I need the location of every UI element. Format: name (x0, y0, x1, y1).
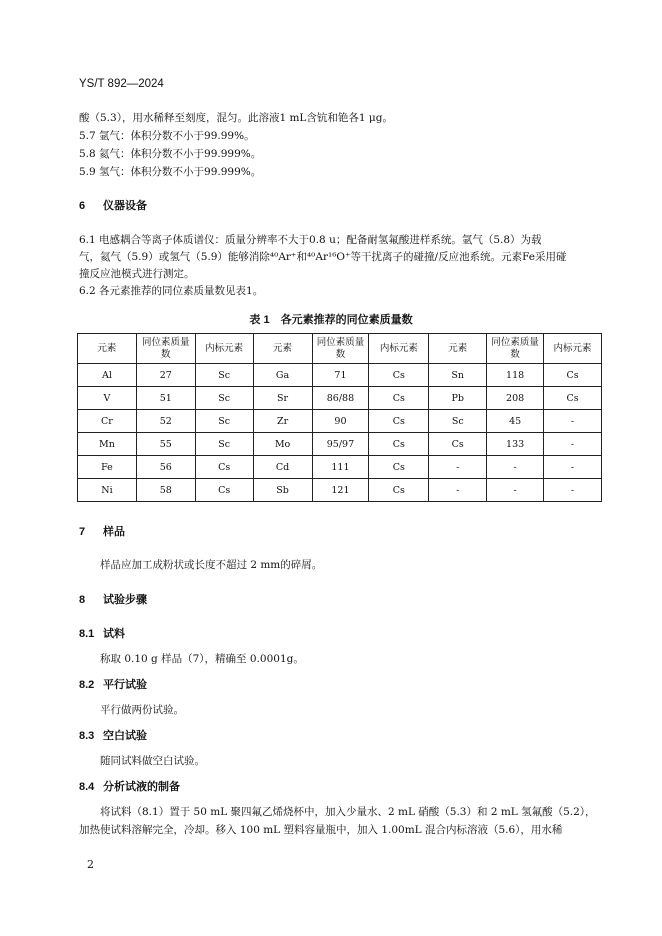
table-header-cell: 元素 (429, 334, 487, 364)
table-row (78, 387, 602, 410)
para-6-1-line3: 撞反应池模式进行测定。 (79, 268, 195, 280)
table-cell: Cs (369, 479, 429, 502)
item-5-8: 5.8 氦气：体积分数不小于99.999%。 (79, 148, 262, 160)
table-cell: 208 (487, 387, 544, 410)
section8-3-body: 随同试料做空白试验。 (100, 755, 205, 767)
table-cell: - (544, 479, 602, 502)
table-row (78, 433, 602, 456)
table-cell: Cs (369, 410, 429, 433)
item-5-9: 5.9 氢气：体积分数不小于99.999%。 (79, 166, 262, 178)
table-cell: Cs (369, 456, 429, 479)
section6-title: 仪器设备 (103, 200, 147, 212)
section8-1-body: 称取 0.10 g 样品（7），精确至 0.0001g。 (100, 653, 304, 665)
section8-4-title: 分析试液的制备 (103, 781, 180, 793)
section8-number: 8 (79, 594, 86, 606)
page-number: 2 (87, 858, 94, 871)
table-cell: Sb (253, 479, 312, 502)
section8-3-heading (79, 728, 147, 744)
section7-title: 样品 (103, 526, 125, 538)
section8-4-heading (79, 779, 180, 795)
table-cell: Cs (195, 456, 253, 479)
table-header-row (78, 334, 602, 364)
table-row (78, 456, 602, 479)
table-cell: Pb (429, 387, 487, 410)
isotope-table (77, 333, 602, 502)
section8-2-heading (79, 677, 147, 693)
table-cell: Cs (369, 387, 429, 410)
item-5-7: 5.7 氩气：体积分数不小于99.99%。 (79, 130, 255, 142)
table-cell: - (544, 456, 602, 479)
table-cell: Cs (195, 479, 253, 502)
section8-4-line2: 加热使试料溶解完全，冷却。移入 100 mL 塑料容量瓶中，加入 1.00mL 混合内标溶液（5.6），用水稀 (79, 824, 563, 836)
table-cell: Cs (369, 364, 429, 387)
table-cell: Zr (253, 410, 312, 433)
table-cell: - (429, 479, 487, 502)
table-cell: 45 (487, 410, 544, 433)
section8-1-number: 8.1 (79, 628, 95, 640)
table-cell: Sc (195, 410, 253, 433)
section8-3-title: 空白试验 (103, 730, 147, 742)
table-cell: Al (78, 364, 137, 387)
section6-number: 6 (79, 200, 86, 212)
section7-number: 7 (79, 526, 86, 538)
table-cell: - (544, 433, 602, 456)
table-cell: 90 (312, 410, 369, 433)
section8-4-line1: 将试料（8.1）置于 50 mL 聚四氟乙烯烧杯中，加入少量水、2 mL 硝酸（5.3）和 2 mL 氢氟酸（5.2）， (100, 806, 596, 818)
table-cell: Sc (195, 364, 253, 387)
table-cell: 86/88 (312, 387, 369, 410)
table-cell: Cs (544, 387, 602, 410)
table-cell: Fe (78, 456, 137, 479)
table-cell: 121 (312, 479, 369, 502)
table-cell: 52 (136, 410, 195, 433)
section8-1-title: 试料 (103, 628, 125, 640)
table-cell: - (487, 479, 544, 502)
table-cell: - (544, 410, 602, 433)
table-cell: Ni (78, 479, 137, 502)
table-cell: 27 (136, 364, 195, 387)
standard-number: YS/T 892—2024 (79, 78, 164, 90)
table-cell: - (487, 456, 544, 479)
table-cell: Cs (544, 364, 602, 387)
table-row (78, 410, 602, 433)
section7-heading (79, 524, 125, 540)
table-cell: Sc (195, 433, 253, 456)
table-cell: Cd (253, 456, 312, 479)
table-header-cell: 内标元素 (544, 334, 602, 364)
table-cell: 51 (136, 387, 195, 410)
table-cell: 71 (312, 364, 369, 387)
table-cell: Cr (78, 410, 137, 433)
table-cell: Sr (253, 387, 312, 410)
section6-heading (79, 198, 147, 214)
section8-2-number: 8.2 (79, 679, 95, 691)
table-cell: 58 (136, 479, 195, 502)
table-cell: 118 (487, 364, 544, 387)
table-cell: Sn (429, 364, 487, 387)
section5-continuation: 酸（5.3），用水稀释至刻度，混匀。此溶液1 mL含钪和铯各1 μg。 (79, 112, 393, 124)
table-cell: Sc (195, 387, 253, 410)
table-cell: Cs (429, 433, 487, 456)
table-header-cell: 同位素质量 数 (136, 334, 195, 364)
table-cell: 133 (487, 433, 544, 456)
table-row (78, 479, 602, 502)
table-row (78, 364, 602, 387)
table-cell: Ga (253, 364, 312, 387)
section7-body: 样品应加工成粉状或长度不超过 2 mm的碎屑。 (100, 559, 323, 571)
table-header-cell: 内标元素 (369, 334, 429, 364)
section8-1-heading (79, 626, 125, 642)
table-cell: Mn (78, 433, 137, 456)
table-header-cell: 元素 (78, 334, 137, 364)
table-cell: 95/97 (312, 433, 369, 456)
table1-caption: 表 1 各元素推荐的同位素质量数 (249, 314, 413, 326)
table-cell: 111 (312, 456, 369, 479)
section8-4-number: 8.4 (79, 781, 95, 793)
para-6-1-line1: 6.1 电感耦合等离子体质谱仪：质量分辨率不大于0.8 u；配备耐氢氟酸进样系统。氩气（5.8）为载 (79, 234, 542, 246)
para-6-2: 6.2 各元素推荐的同位素质量数见表1。 (79, 285, 264, 297)
table-header-cell: 同位素质量 数 (487, 334, 544, 364)
section8-2-title: 平行试验 (103, 679, 147, 691)
table-cell: Sc (429, 410, 487, 433)
table-header-cell: 元素 (253, 334, 312, 364)
section8-2-body: 平行做两份试验。 (100, 704, 184, 716)
table-cell: 55 (136, 433, 195, 456)
table-cell: V (78, 387, 137, 410)
section8-title: 试验步骤 (103, 594, 147, 606)
section8-3-number: 8.3 (79, 730, 95, 742)
table-header-cell: 同位素质量 数 (312, 334, 369, 364)
table-cell: Cs (369, 433, 429, 456)
section8-heading (79, 592, 147, 608)
table-cell: Mo (253, 433, 312, 456)
table-cell: 56 (136, 456, 195, 479)
table-cell: - (429, 456, 487, 479)
table-header-cell: 内标元素 (195, 334, 253, 364)
para-6-1-line2: 气，氦气（5.9）或氢气（5.9）能够消除⁴⁰Ar⁺和⁴⁰Ar¹⁶O⁺等干扰离子的碰撞/反应池系统。元素Fe采用碰 (79, 251, 567, 263)
